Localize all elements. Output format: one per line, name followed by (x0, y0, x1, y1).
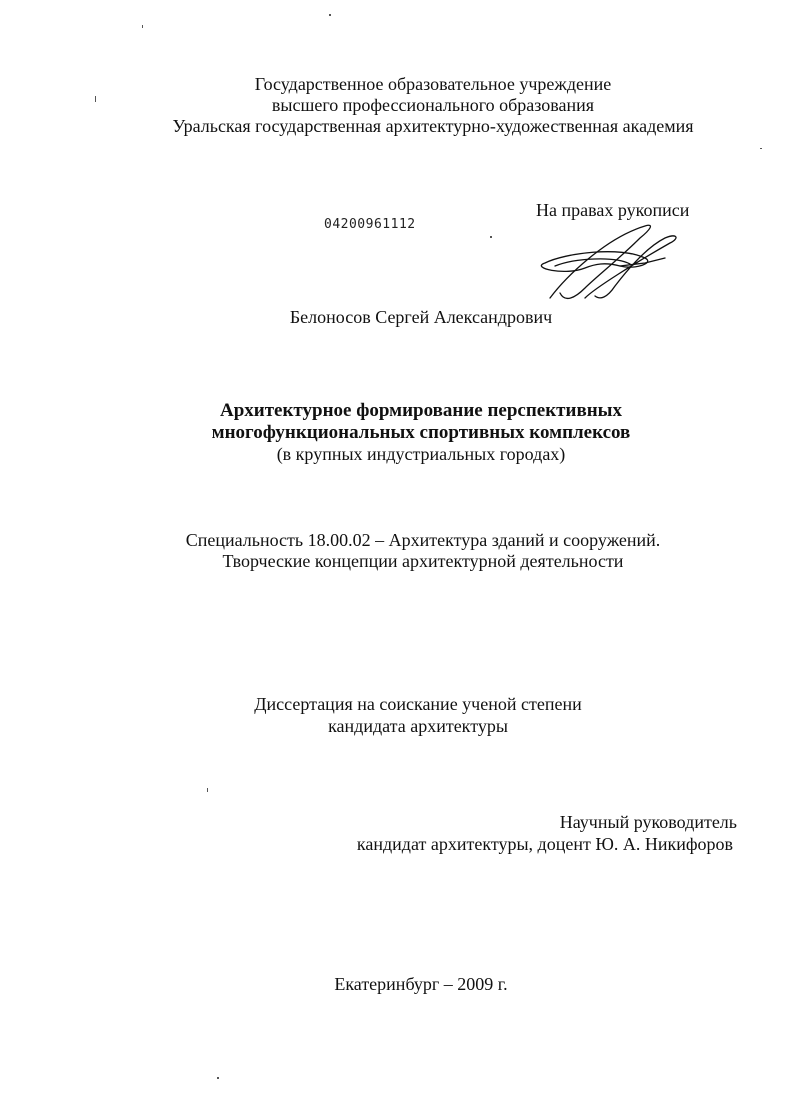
degree-line-2: кандидата архитектуры (328, 716, 508, 736)
manuscript-note: На правах рукописи (536, 200, 690, 220)
scan-speck (329, 14, 331, 16)
scan-speck (207, 788, 208, 792)
institution-line-1: Государственное образовательное учреждение (254, 74, 612, 94)
specialty-line-1: Специальность 18.00.02 – Архитектура зданий и сооружений. (185, 530, 661, 550)
degree-line-1: Диссертация на соискание ученой степени (254, 694, 582, 714)
dissertation-subtitle: (в крупных индустриальных городах) (276, 444, 566, 464)
institution-line-3: Уральская государственная архитектурно-художественная академия (172, 116, 694, 136)
scan-speck (217, 1077, 219, 1079)
supervisor-label: Научный руководитель (559, 812, 737, 832)
place-year: Екатеринбург – 2009 г. (334, 974, 508, 994)
scan-speck (142, 25, 143, 28)
supervisor-name: кандидат архитектуры, доцент Ю. А. Никифоров (356, 834, 733, 854)
author-name: Белоносов Сергей Александрович (289, 307, 553, 327)
dissertation-title-line-1: Архитектурное формирование перспективных (219, 400, 622, 421)
signature-icon (525, 218, 690, 303)
scan-speck (760, 148, 762, 149)
specialty-line-2: Творческие концепции архитектурной деятельности (222, 551, 624, 571)
institution-line-2: высшего профессионального образования (271, 95, 595, 115)
scan-speck (490, 236, 492, 238)
registration-number: 04200961112 (324, 217, 416, 232)
dissertation-title-line-2: многофункциональных спортивных комплексов (211, 422, 631, 443)
